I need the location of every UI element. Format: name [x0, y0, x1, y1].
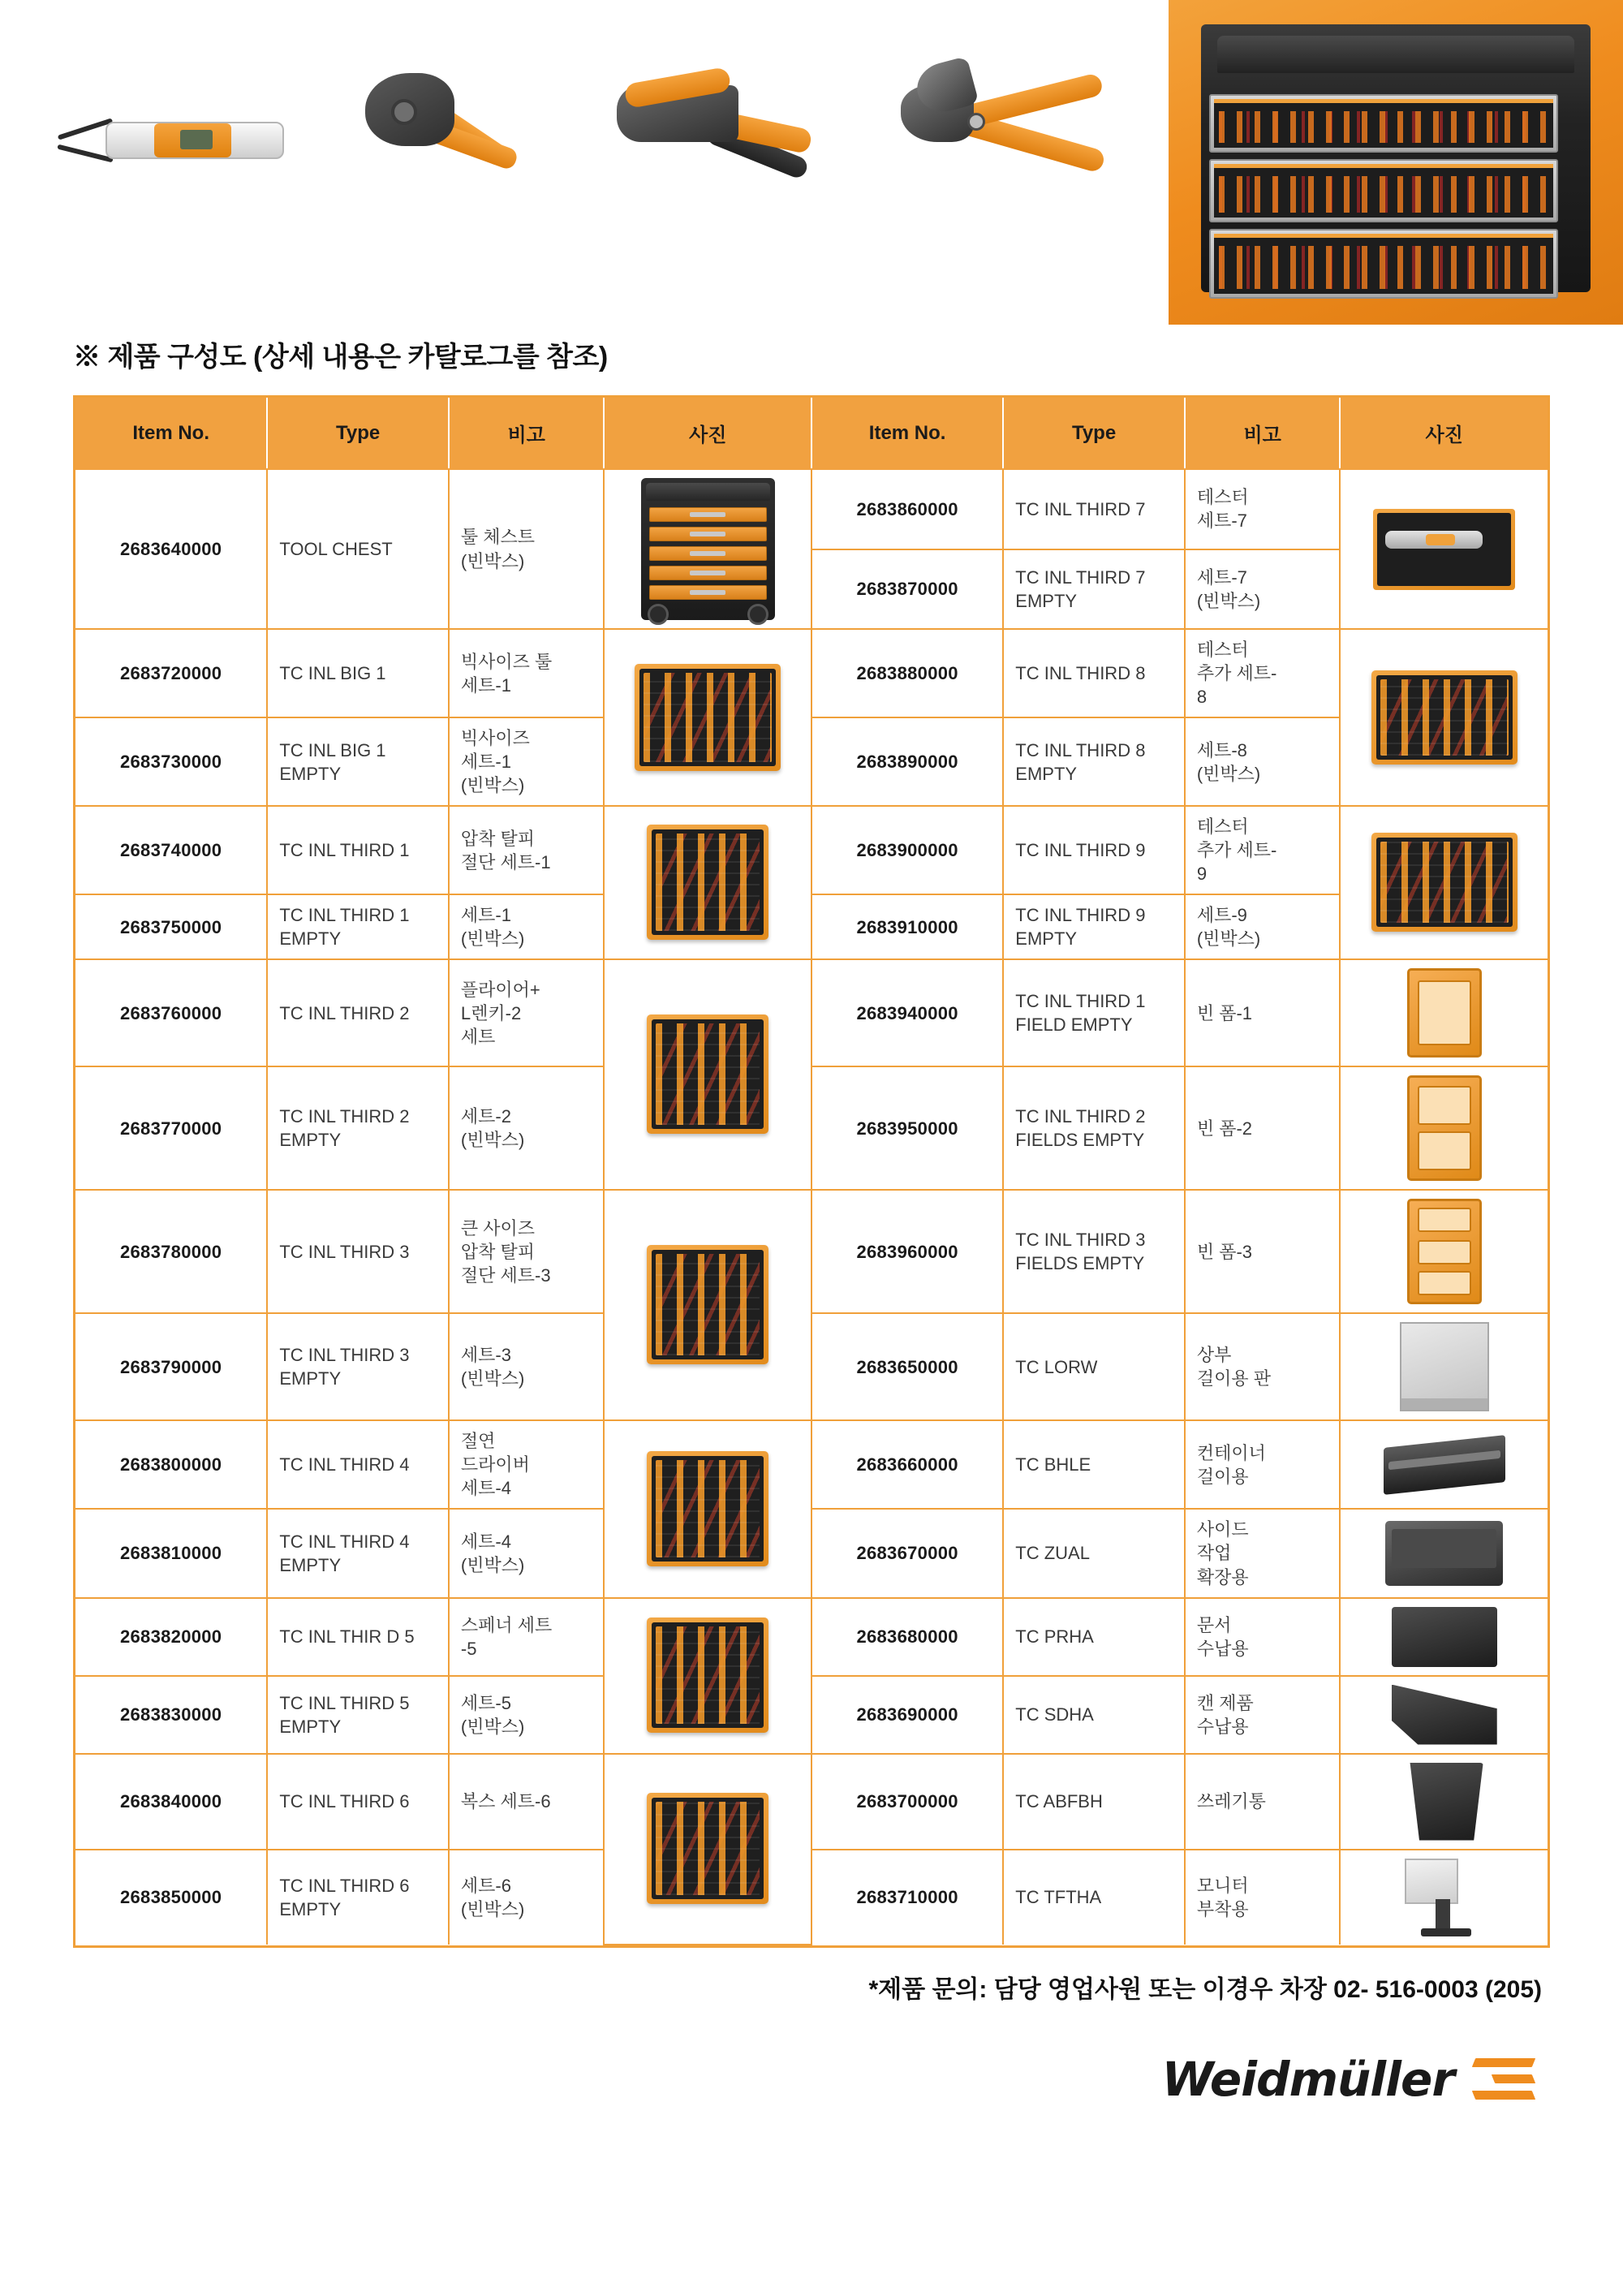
cell-photo-foam-2: [1340, 1066, 1548, 1190]
cell-item-no: 2683660000: [812, 1420, 1003, 1509]
cell-type: TOOL CHEST: [267, 469, 449, 629]
crimping-tool-icon: [349, 65, 519, 203]
cell-item-no: 2683700000: [812, 1754, 1003, 1850]
table-row: [75, 629, 1548, 717]
table-header-row: [75, 398, 1548, 469]
cell-note: 스페너 세트 -5: [449, 1598, 605, 1676]
cell-type: TC INL THIRD 4: [267, 1420, 449, 1509]
table-row: [75, 717, 1548, 806]
cell-photo-waste-bin: [1340, 1754, 1548, 1850]
cell-item-no: 2683840000: [75, 1754, 267, 1850]
voltage-tester-icon: [57, 97, 292, 195]
cell-type: TC INL BIG 1 EMPTY: [267, 717, 449, 806]
cell-note: 빈 폼-1: [1185, 959, 1341, 1066]
hero-banner: [0, 0, 1623, 325]
cell-photo-side-shelf: [1340, 1509, 1548, 1597]
cell-photo-monitor-mount: [1340, 1850, 1548, 1945]
tray-third-4-thumb-icon: [647, 1451, 768, 1566]
col-header-type-right: Type: [1003, 398, 1185, 469]
cell-note: 플라이어+ L렌키-2 세트: [449, 959, 605, 1066]
cell-type: TC INL THIRD 9 EMPTY: [1003, 894, 1185, 959]
table-row: [75, 1676, 1548, 1754]
cell-type: TC INL THIRD 1 FIELD EMPTY: [1003, 959, 1185, 1066]
tray-third-5-thumb-icon: [647, 1618, 768, 1733]
cell-note: 세트-5 (빈박스): [449, 1676, 605, 1754]
cell-note: 캔 제품 수납용: [1185, 1676, 1341, 1754]
wire-stripper-icon: [617, 69, 812, 199]
cell-note: 세트-7 (빈박스): [1185, 549, 1341, 630]
cell-photo-tray-third-9: [1340, 806, 1548, 959]
cell-type: TC INL THIRD 2 FIELDS EMPTY: [1003, 1066, 1185, 1190]
cell-type: TC INL THIRD 3: [267, 1190, 449, 1313]
cell-note: 상부 걸이용 판: [1185, 1313, 1341, 1420]
cell-item-no: 2683750000: [75, 894, 267, 959]
col-header-item-no-right: Item No.: [812, 398, 1003, 469]
cell-item-no: 2683850000: [75, 1850, 267, 1945]
side-shelf-thumb-icon: [1385, 1521, 1503, 1586]
cell-note: 모니터 부착용: [1185, 1850, 1341, 1945]
table-row: [75, 806, 1548, 894]
cell-type: TC INL THIRD 9: [1003, 806, 1185, 894]
table-row: [75, 1754, 1548, 1850]
cable-cutter-icon: [893, 53, 1112, 207]
can-holder-thumb-icon: [1392, 1685, 1497, 1745]
col-header-item-no-left: Item No.: [75, 398, 267, 469]
cell-type: TC ZUAL: [1003, 1509, 1185, 1597]
cell-photo-tray-third-1: [604, 806, 811, 959]
tray-big-1-thumb-icon: [635, 664, 781, 771]
container-rail-thumb-icon: [1384, 1435, 1505, 1495]
cell-photo-hanging-plate: [1340, 1313, 1548, 1420]
cell-type: TC SDHA: [1003, 1676, 1185, 1754]
cell-type: TC TFTHA: [1003, 1850, 1185, 1945]
col-header-type-left: Type: [267, 398, 449, 469]
table-row: [75, 1190, 1548, 1313]
brand-name: Weidmüller: [1161, 2051, 1454, 2107]
table-row: [75, 894, 1548, 959]
cell-item-no: 2683820000: [75, 1598, 267, 1676]
cell-photo-tray-third-7: [1340, 469, 1548, 629]
cell-photo-document-holder: [1340, 1598, 1548, 1676]
cell-note: 컨테이너 걸이용: [1185, 1420, 1341, 1509]
cell-photo-tool-chest: [604, 469, 811, 629]
table-row: [75, 1850, 1548, 1945]
cell-photo-tray-third-8: [1340, 629, 1548, 806]
waste-bin-thumb-icon: [1406, 1763, 1483, 1841]
cell-note: 툴 체스트 (빈박스): [449, 469, 605, 629]
cell-type: TC INL THIRD 3 FIELDS EMPTY: [1003, 1190, 1185, 1313]
cell-type: TC INL THIRD 8: [1003, 629, 1185, 717]
cell-item-no: 2683760000: [75, 959, 267, 1066]
cell-photo-tray-big-1: [604, 629, 811, 806]
product-spec-table: [73, 395, 1550, 1948]
cell-item-no: 2683950000: [812, 1066, 1003, 1190]
empty-foam-3-thumb-icon: [1407, 1199, 1482, 1304]
tool-chest-thumb-icon: [641, 478, 775, 620]
empty-foam-2-thumb-icon: [1407, 1075, 1482, 1181]
tray-third-6-thumb-icon: [647, 1793, 768, 1904]
cell-photo-can-holder: [1340, 1676, 1548, 1754]
table-row: [75, 1420, 1548, 1509]
cell-photo-tray-third-6: [604, 1754, 811, 1945]
cell-note: 빈 폼-3: [1185, 1190, 1341, 1313]
table-row: [75, 1509, 1548, 1597]
cell-note: 사이드 작업 확장용: [1185, 1509, 1341, 1597]
cell-type: TC LORW: [1003, 1313, 1185, 1420]
tester-tray-thumb-icon: [1373, 509, 1515, 590]
cell-type: TC INL THIRD 2 EMPTY: [267, 1066, 449, 1190]
cell-photo-container-rail: [1340, 1420, 1548, 1509]
cell-item-no: 2683860000: [812, 469, 1003, 549]
cell-type: TC INL THIRD 3 EMPTY: [267, 1313, 449, 1420]
cell-item-no: 2683640000: [75, 469, 267, 629]
col-header-photo-right: 사진: [1340, 398, 1548, 469]
col-header-note-right: 비고: [1185, 398, 1341, 469]
col-header-photo-left: 사진: [604, 398, 811, 469]
cell-type: TC INL THIRD 1: [267, 806, 449, 894]
tray-third-1-thumb-icon: [647, 825, 768, 940]
cell-type: TC INL THIRD 8 EMPTY: [1003, 717, 1185, 806]
table-row: [75, 1313, 1548, 1420]
empty-foam-1-thumb-icon: [1407, 968, 1482, 1058]
cell-type: TC INL THIRD 7 EMPTY: [1003, 549, 1185, 630]
cell-type: TC INL THIRD 5 EMPTY: [267, 1676, 449, 1754]
cell-item-no: 2683910000: [812, 894, 1003, 959]
cell-note: 쓰레기통: [1185, 1754, 1341, 1850]
cell-note: 세트-8 (빈박스): [1185, 717, 1341, 806]
brand-logo: [0, 2052, 1534, 2107]
cell-type: TC INL THIRD 1 EMPTY: [267, 894, 449, 959]
cell-type: TC INL THIRD 6: [267, 1754, 449, 1850]
cell-item-no: 2683940000: [812, 959, 1003, 1066]
cell-type: TC INL THIRD 2: [267, 959, 449, 1066]
document-holder-thumb-icon: [1392, 1607, 1497, 1667]
cell-item-no: 2683650000: [812, 1313, 1003, 1420]
tray-third-3-thumb-icon: [647, 1245, 768, 1364]
cell-item-no: 2683830000: [75, 1676, 267, 1754]
cell-item-no: 2683710000: [812, 1850, 1003, 1945]
cell-note: 문서 수납용: [1185, 1598, 1341, 1676]
cell-type: TC INL THIRD 6 EMPTY: [267, 1850, 449, 1945]
cell-item-no: 2683800000: [75, 1420, 267, 1509]
cell-note: 빅사이즈 툴 세트-1: [449, 629, 605, 717]
cell-note: 테스터 추가 세트- 9: [1185, 806, 1341, 894]
cell-item-no: 2683720000: [75, 629, 267, 717]
cell-item-no: 2683960000: [812, 1190, 1003, 1313]
cell-item-no: 2683790000: [75, 1313, 267, 1420]
cell-item-no: 2683900000: [812, 806, 1003, 894]
table-row: [75, 1066, 1548, 1190]
cell-type: TC ABFBH: [1003, 1754, 1185, 1850]
cell-type: TC INL THIRD 4 EMPTY: [267, 1509, 449, 1597]
cell-note: 빅사이즈 세트-1 (빈박스): [449, 717, 605, 806]
cell-photo-tray-third-2: [604, 959, 811, 1190]
table-row: [75, 469, 1548, 549]
cell-item-no: 2683680000: [812, 1598, 1003, 1676]
cell-photo-tray-third-4: [604, 1420, 811, 1597]
cell-item-no: 2683780000: [75, 1190, 267, 1313]
cell-item-no: 2683740000: [75, 806, 267, 894]
cell-note: 압착 탈피 절단 세트-1: [449, 806, 605, 894]
contact-note: *제품 문의: 담당 영업사원 또는 이경우 차장 02- 516-0003 (205): [868, 1975, 1542, 2003]
cell-photo-foam-3: [1340, 1190, 1548, 1313]
weidmuller-mark-icon: [1474, 2057, 1534, 2102]
cell-type: TC PRHA: [1003, 1598, 1185, 1676]
cell-item-no: 2683690000: [812, 1676, 1003, 1754]
tray-third-8-thumb-icon: [1371, 670, 1518, 765]
cell-note: 테스터 세트-7: [1185, 469, 1341, 549]
cell-note: 복스 세트-6: [449, 1754, 605, 1850]
cell-item-no: 2683880000: [812, 629, 1003, 717]
cell-note: 세트-6 (빈박스): [449, 1850, 605, 1945]
tray-third-9-thumb-icon: [1371, 833, 1518, 932]
cell-type: TC BHLE: [1003, 1420, 1185, 1509]
cell-item-no: 2683810000: [75, 1509, 267, 1597]
cell-note: 세트-2 (빈박스): [449, 1066, 605, 1190]
cell-item-no: 2683670000: [812, 1509, 1003, 1597]
cell-item-no: 2683890000: [812, 717, 1003, 806]
cell-type: TC INL BIG 1: [267, 629, 449, 717]
cell-note: 절연 드라이버 세트-4: [449, 1420, 605, 1509]
table-row: [75, 959, 1548, 1066]
table-row: [75, 1598, 1548, 1676]
monitor-mount-thumb-icon: [1400, 1859, 1489, 1936]
cell-item-no: 2683730000: [75, 717, 267, 806]
cell-type: TC INL THIRD 7: [1003, 469, 1185, 549]
cell-type: TC INL THIR D 5: [267, 1598, 449, 1676]
cell-note: 테스터 추가 세트- 8: [1185, 629, 1341, 717]
tool-chest-photo: [1169, 0, 1623, 325]
cell-note: 세트-4 (빈박스): [449, 1509, 605, 1597]
cell-photo-foam-1: [1340, 959, 1548, 1066]
cell-photo-tray-third-5: [604, 1598, 811, 1754]
hanging-plate-thumb-icon: [1400, 1322, 1489, 1411]
page-title: ※ 제품 구성도 (상세 내용은 카탈로그를 참조): [73, 342, 608, 373]
cell-note: 큰 사이즈 압착 탈피 절단 세트-3: [449, 1190, 605, 1313]
cell-item-no: 2683870000: [812, 549, 1003, 630]
cell-note: 세트-9 (빈박스): [1185, 894, 1341, 959]
cell-note: 세트-1 (빈박스): [449, 894, 605, 959]
tray-third-2-thumb-icon: [647, 1014, 768, 1134]
cell-note: 세트-3 (빈박스): [449, 1313, 605, 1420]
cell-photo-tray-third-3: [604, 1190, 811, 1420]
cell-item-no: 2683770000: [75, 1066, 267, 1190]
cell-note: 빈 폼-2: [1185, 1066, 1341, 1190]
col-header-note-left: 비고: [449, 398, 605, 469]
